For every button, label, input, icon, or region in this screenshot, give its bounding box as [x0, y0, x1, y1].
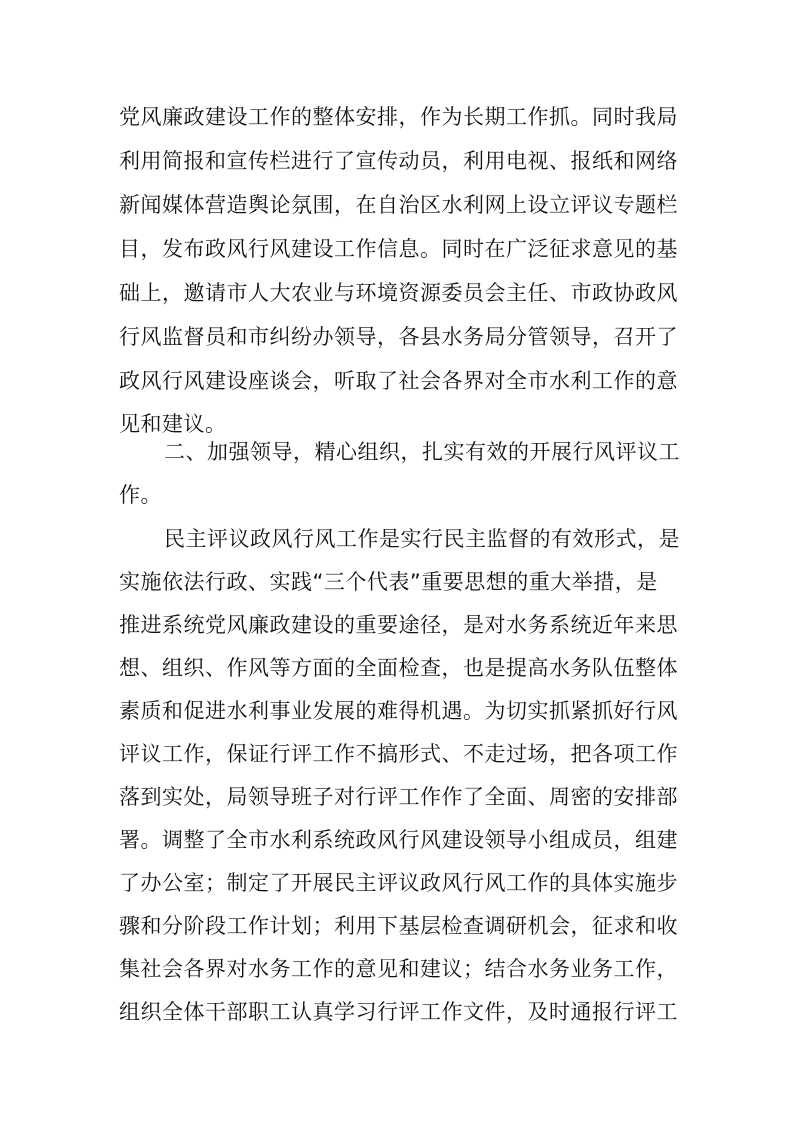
text-line: 党风廉政建设工作的整体安排，作为长期工作抓。同时我局	[119, 105, 678, 129]
text-line: 想、组织、作风等方面的全面检查，也是提高水务队伍整体	[119, 656, 678, 680]
text-line: 集社会各界对水务工作的意见和建议；结合水务业务工作，	[119, 957, 678, 981]
text-line: 新闻媒体营造舆论氛围，在自治区水利网上设立评议专题栏	[119, 193, 678, 217]
text-line: 署。调整了全市水利系统政风行风建设领导小组成员，组建	[119, 828, 678, 852]
text-line: 见和建议。	[119, 412, 227, 436]
paragraph-start-line: 民主评议政风行风工作是实行民主监督的有效形式，是	[164, 527, 680, 551]
text-line: 政风行风建设座谈会，听取了社会各界对全市水利工作的意	[119, 369, 678, 393]
text-line: 实施依法行政、实践“三个代表”重要思想的重大举措，是	[119, 570, 658, 594]
section-heading: 二、加强领导，精心组织，扎实有效的开展行风评议工	[164, 440, 680, 464]
text-line: 落到实处，局领导班子对行评工作作了全面、周密的安排部	[119, 785, 678, 809]
text-line: 素质和促进水利事业发展的难得机遇。为切实抓紧抓好行风	[119, 699, 678, 723]
text-line: 目，发布政风行风建设工作信息。同时在广泛征求意见的基	[119, 237, 678, 261]
text-line: 评议工作，保证行评工作不搞形式、不走过场，把各项工作	[119, 742, 678, 766]
text-line: 推进系统党风廉政建设的重要途径，是对水务系统近年来思	[119, 613, 678, 637]
text-line: 础上，邀请市人大农业与环境资源委员会主任、市政协政风	[119, 281, 678, 305]
text-line: 骤和分阶段工作计划；利用下基层检查调研机会，征求和收	[119, 914, 678, 938]
text-line: 了办公室；制定了开展民主评议政风行风工作的具体实施步	[119, 871, 678, 895]
text-line: 行风监督员和市纠纷办领导，各县水务局分管领导，召开了	[119, 325, 678, 349]
section-heading-continuation: 作。	[119, 483, 162, 507]
text-line: 利用简报和宣传栏进行了宣传动员，利用电视、报纸和网络	[119, 149, 678, 173]
text-line: 组织全体干部职工认真学习行评工作文件，及时通报行评工	[119, 1000, 678, 1024]
